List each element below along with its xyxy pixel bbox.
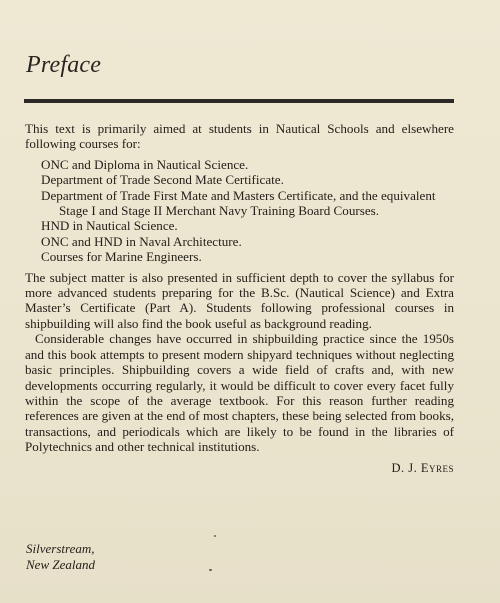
intro-paragraph: This text is primarily aimed at students in Nautical Schools and elsewhere following courses for:: [25, 121, 454, 152]
course-item: Department of Trade Second Mate Certificate.: [41, 172, 284, 188]
paper-speck: [209, 569, 212, 571]
author-signature: D. J. Eyres: [391, 460, 454, 475]
location-line-1: Silverstream,: [26, 541, 95, 556]
author-location: [26, 541, 95, 572]
page-title: Preface: [26, 52, 102, 78]
course-item: ONC and Diploma in Nautical Science.: [41, 156, 249, 172]
changes-paragraph: Considerable changes have occurred in shipbuilding practice since the 1950s and this book attempts to present modern shipyard techniques without neglecting basic principles. Shipbuilding covers a wide field of crafts and, with new developments occurring regularly, it would be difficult to cover every facet fully within the scope of the average textbook. For this reason further reading references are given at the end of most chapters, these being selected from books, transactions, and periodicals which are likely to be found in the libraries of Polytechnics and other technical institutions.: [25, 331, 454, 455]
syllabus-paragraph: The subject matter is also presented in sufficient depth to cover the syllabus for more advanced students preparing for the B.Sc. (Nautical Science) and Extra Master’s Certificate (Part A). Students following professional courses in shipbuilding will also find the book useful as background reading.: [25, 269, 454, 331]
course-list: [25, 157, 454, 265]
preface-body: [25, 121, 454, 476]
course-item: ONC and HND in Naval Architecture.: [41, 233, 242, 249]
heading-rule: [24, 99, 454, 103]
course-item: Department of Trade First Mate and Masters Certificate, and the equivalent Stage I and Stage II Merchant Navy Training Board Courses.: [41, 187, 436, 219]
paper-speck: [214, 535, 216, 537]
location-line-2: New Zealand: [26, 556, 95, 572]
course-item: HND in Nautical Science.: [41, 218, 178, 234]
course-item: Courses for Marine Engineers.: [41, 249, 202, 265]
